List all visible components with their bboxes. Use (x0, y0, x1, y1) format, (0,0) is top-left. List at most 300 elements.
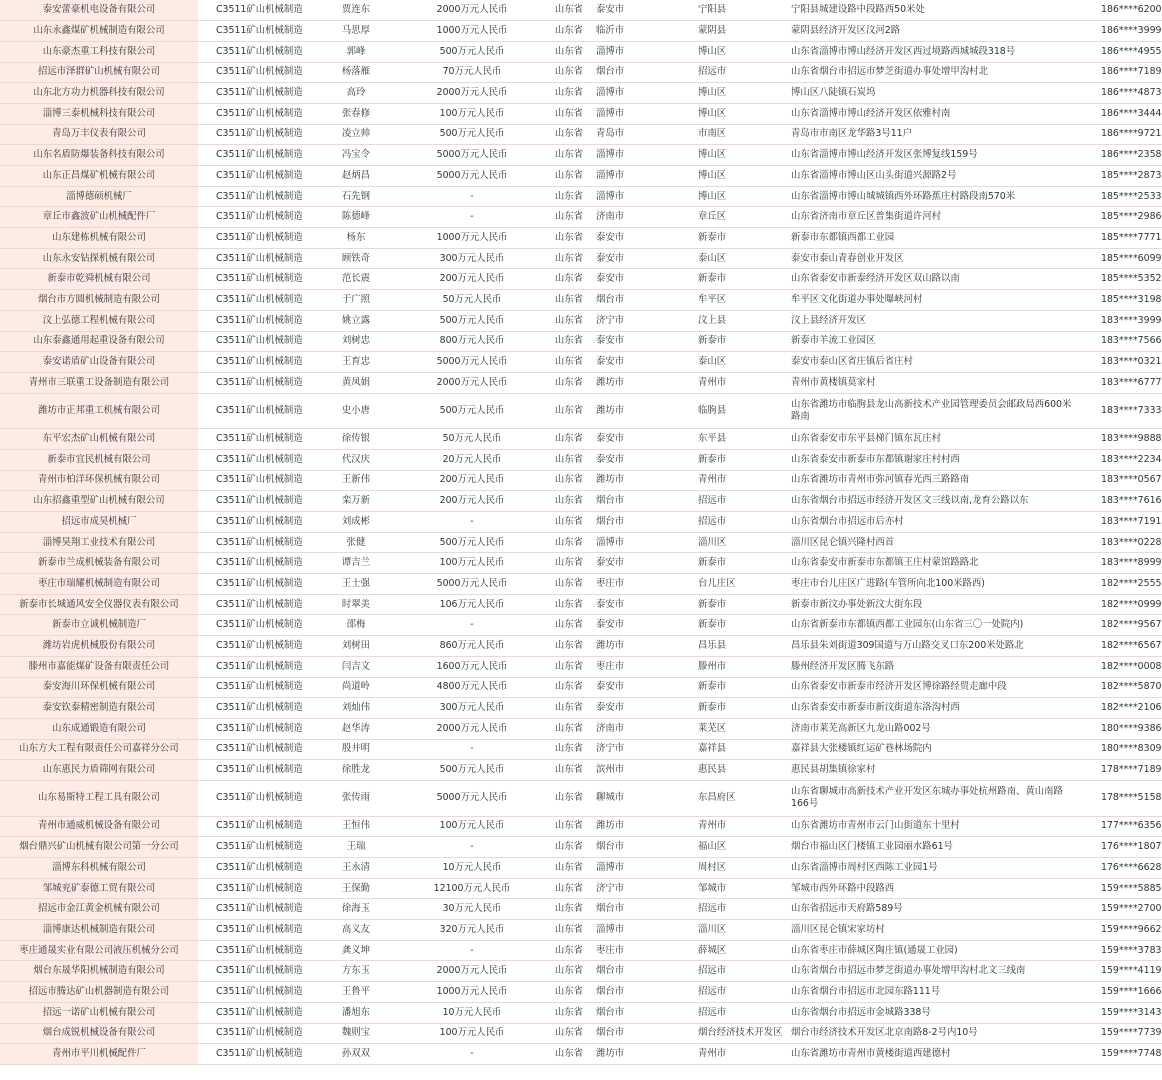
province-cell: 山东省 (548, 698, 590, 719)
phone-cell: 183****8999 (1079, 553, 1162, 574)
legal-representative-cell: 杨东 (316, 228, 396, 249)
city-cell: 烟台市 (590, 899, 690, 920)
province-cell: 山东省 (548, 574, 590, 595)
district-cell: 新泰市 (690, 331, 787, 352)
company-name-cell: 新泰市兰成机械装备有限公司 (0, 553, 198, 574)
district-cell: 周村区 (690, 858, 787, 879)
district-cell: 嘉祥县 (690, 739, 787, 760)
industry-cell: C3511矿山机械制造 (198, 594, 316, 615)
district-cell: 福山区 (690, 837, 787, 858)
legal-representative-cell: 王永清 (316, 858, 396, 879)
address-cell: 枣庄市台儿庄区广进路(车管所向北100米路西) (787, 574, 1079, 595)
district-cell: 台儿庄区 (690, 574, 787, 595)
city-cell: 临沂市 (590, 21, 690, 42)
industry-cell: C3511矿山机械制造 (198, 816, 316, 837)
address-cell: 滕州经济开发区腾飞东路 (787, 656, 1079, 677)
province-cell: 山东省 (548, 636, 590, 657)
company-name-cell: 潍坊岩虎机械股份有限公司 (0, 636, 198, 657)
address-cell: 山东省淄博市周村区西陈工业园1号 (787, 858, 1079, 879)
registered-capital-cell: - (396, 512, 548, 533)
district-cell: 青州市 (690, 1044, 787, 1065)
phone-cell: 176****1807 (1079, 837, 1162, 858)
city-cell: 泰安市 (590, 331, 690, 352)
province-cell: 山东省 (548, 207, 590, 228)
registered-capital-cell: - (396, 940, 548, 961)
company-name-cell: 烟台东晟华阳机械制造有限公司 (0, 961, 198, 982)
legal-representative-cell: 时翠美 (316, 594, 396, 615)
phone-cell: 183****2234 (1079, 449, 1162, 470)
phone-cell: 186****9721 (1079, 124, 1162, 145)
table-row (0, 899, 1162, 920)
table-row (0, 780, 1162, 816)
province-cell: 山东省 (548, 228, 590, 249)
registered-capital-cell: 1000万元人民币 (396, 228, 548, 249)
registered-capital-cell: 5000万元人民币 (396, 352, 548, 373)
province-cell: 山东省 (548, 331, 590, 352)
company-name-cell: 山东泰鑫通用起重设备有限公司 (0, 331, 198, 352)
registered-capital-cell: 50万元人民币 (396, 290, 548, 311)
address-cell: 山东省淄博市博山经济开发区西过境路西城城段318号 (787, 41, 1079, 62)
legal-representative-cell: 王新伟 (316, 470, 396, 491)
province-cell: 山东省 (548, 41, 590, 62)
legal-representative-cell: 顾铁奇 (316, 248, 396, 269)
city-cell: 枣庄市 (590, 574, 690, 595)
table-row (0, 449, 1162, 470)
registered-capital-cell: 200万元人民币 (396, 491, 548, 512)
company-name-cell: 烟台成锐机械设备有限公司 (0, 1023, 198, 1044)
phone-cell: 183****0228 (1079, 532, 1162, 553)
phone-cell: 183****7333 (1079, 393, 1162, 429)
address-cell: 泰安市泰山区省庄镇后省庄村 (787, 352, 1079, 373)
address-cell: 山东省烟台市招远市金城路338号 (787, 1002, 1079, 1023)
table-row (0, 103, 1162, 124)
province-cell: 山东省 (548, 352, 590, 373)
registered-capital-cell: 5000万元人民币 (396, 145, 548, 166)
registered-capital-cell: 70万元人民币 (396, 62, 548, 83)
phone-cell: 186****4955 (1079, 41, 1162, 62)
district-cell: 博山区 (690, 41, 787, 62)
phone-cell: 183****0567 (1079, 470, 1162, 491)
company-name-cell: 招远市泽群矿山机械有限公司 (0, 62, 198, 83)
legal-representative-cell: 贾连东 (316, 0, 396, 21)
province-cell: 山东省 (548, 145, 590, 166)
phone-cell: 176****6628 (1079, 858, 1162, 879)
company-name-cell: 淄博昊翔工业技术有限公司 (0, 532, 198, 553)
city-cell: 济南市 (590, 207, 690, 228)
table-row (0, 372, 1162, 393)
city-cell: 潍坊市 (590, 636, 690, 657)
city-cell: 泰安市 (590, 0, 690, 21)
province-cell: 山东省 (548, 532, 590, 553)
registered-capital-cell: 500万元人民币 (396, 124, 548, 145)
legal-representative-cell: 杨落雁 (316, 62, 396, 83)
registered-capital-cell: 500万元人民币 (396, 532, 548, 553)
legal-representative-cell: 殷井明 (316, 739, 396, 760)
table-row (0, 331, 1162, 352)
address-cell: 山东省新泰市东都镇西都工业园东(山东省三〇一处院内) (787, 615, 1079, 636)
city-cell: 淄博市 (590, 41, 690, 62)
company-name-cell: 新泰市宜民机械有限公司 (0, 449, 198, 470)
phone-cell: 185****2533 (1079, 186, 1162, 207)
industry-cell: C3511矿山机械制造 (198, 982, 316, 1003)
table-row (0, 166, 1162, 187)
city-cell: 潍坊市 (590, 372, 690, 393)
address-cell: 山东省泰安市新泰市经济开发区博徐路经贸走廊中段 (787, 677, 1079, 698)
company-name-cell: 滕州市嘉能煤矿设备有限责任公司 (0, 656, 198, 677)
industry-cell: C3511矿山机械制造 (198, 760, 316, 781)
district-cell: 临朐县 (690, 393, 787, 429)
province-cell: 山东省 (548, 920, 590, 941)
city-cell: 济南市 (590, 718, 690, 739)
phone-cell: 178****5158 (1079, 780, 1162, 816)
company-name-cell: 山东易斯特工程工具有限公司 (0, 780, 198, 816)
registered-capital-cell: 2000万元人民币 (396, 961, 548, 982)
city-cell: 淄博市 (590, 166, 690, 187)
legal-representative-cell: 栾万新 (316, 491, 396, 512)
legal-representative-cell: 赵华涛 (316, 718, 396, 739)
province-cell: 山东省 (548, 940, 590, 961)
registered-capital-cell: 500万元人民币 (396, 310, 548, 331)
province-cell: 山东省 (548, 677, 590, 698)
legal-representative-cell: 邵梅 (316, 615, 396, 636)
industry-cell: C3511矿山机械制造 (198, 145, 316, 166)
industry-cell: C3511矿山机械制造 (198, 449, 316, 470)
district-cell: 招远市 (690, 491, 787, 512)
address-cell: 青岛市市南区龙华路3号11户 (787, 124, 1079, 145)
province-cell: 山东省 (548, 982, 590, 1003)
registered-capital-cell: 106万元人民币 (396, 594, 548, 615)
district-cell: 博山区 (690, 186, 787, 207)
company-name-cell: 青州市柏洋环保机械有限公司 (0, 470, 198, 491)
registered-capital-cell: 100万元人民币 (396, 103, 548, 124)
registered-capital-cell: 200万元人民币 (396, 470, 548, 491)
district-cell: 新泰市 (690, 615, 787, 636)
industry-cell: C3511矿山机械制造 (198, 677, 316, 698)
table-row (0, 760, 1162, 781)
legal-representative-cell: 黄凤娟 (316, 372, 396, 393)
city-cell: 烟台市 (590, 512, 690, 533)
phone-cell: 159****4119 (1079, 961, 1162, 982)
phone-cell: 182****9567 (1079, 615, 1162, 636)
industry-cell: C3511矿山机械制造 (198, 228, 316, 249)
address-cell: 汶上县经济开发区 (787, 310, 1079, 331)
registered-capital-cell: - (396, 615, 548, 636)
registered-capital-cell: 500万元人民币 (396, 41, 548, 62)
city-cell: 泰安市 (590, 352, 690, 373)
table-row (0, 310, 1162, 331)
address-cell: 山东省泰安市新泰经济开发区双山路以南 (787, 269, 1079, 290)
industry-cell: C3511矿山机械制造 (198, 920, 316, 941)
company-name-cell: 山东惠民力盾筛网有限公司 (0, 760, 198, 781)
address-cell: 牟平区文化街道办事处曝峡河村 (787, 290, 1079, 311)
phone-cell: 182****0008 (1079, 656, 1162, 677)
legal-representative-cell: 赵炳昌 (316, 166, 396, 187)
phone-cell: 159****2700 (1079, 899, 1162, 920)
province-cell: 山东省 (548, 449, 590, 470)
industry-cell: C3511矿山机械制造 (198, 331, 316, 352)
district-cell: 淄川区 (690, 532, 787, 553)
district-cell: 泰山区 (690, 352, 787, 373)
table-row (0, 816, 1162, 837)
table-row (0, 0, 1162, 21)
legal-representative-cell: 刘树忠 (316, 331, 396, 352)
legal-representative-cell: 代汉庆 (316, 449, 396, 470)
city-cell: 淄博市 (590, 145, 690, 166)
company-name-cell: 山东永安钻探机械有限公司 (0, 248, 198, 269)
address-cell: 山东省潍坊市青州市黄楼街道西建德村 (787, 1044, 1079, 1065)
phone-cell: 185****3198 (1079, 290, 1162, 311)
industry-cell: C3511矿山机械制造 (198, 780, 316, 816)
district-cell: 青州市 (690, 816, 787, 837)
industry-cell: C3511矿山机械制造 (198, 512, 316, 533)
industry-cell: C3511矿山机械制造 (198, 429, 316, 450)
legal-representative-cell: 于广照 (316, 290, 396, 311)
legal-representative-cell: 张健 (316, 532, 396, 553)
legal-representative-cell: 姚立露 (316, 310, 396, 331)
phone-cell: 159****5885 (1079, 878, 1162, 899)
industry-cell: C3511矿山机械制造 (198, 0, 316, 21)
district-cell: 博山区 (690, 83, 787, 104)
legal-representative-cell: 王恒伟 (316, 816, 396, 837)
table-row (0, 594, 1162, 615)
industry-cell: C3511矿山机械制造 (198, 837, 316, 858)
city-cell: 烟台市 (590, 491, 690, 512)
legal-representative-cell: 徐传银 (316, 429, 396, 450)
legal-representative-cell: 刘灿伟 (316, 698, 396, 719)
district-cell: 招远市 (690, 899, 787, 920)
registered-capital-cell: 300万元人民币 (396, 248, 548, 269)
table-row (0, 656, 1162, 677)
registered-capital-cell: 12100万元人民币 (396, 878, 548, 899)
district-cell: 邹城市 (690, 878, 787, 899)
district-cell: 新泰市 (690, 677, 787, 698)
address-cell: 山东省聊城市高新技术产业开发区东城办事处杭州路南、黄山南路166号 (787, 780, 1079, 816)
registered-capital-cell: 20万元人民币 (396, 449, 548, 470)
district-cell: 博山区 (690, 145, 787, 166)
city-cell: 泰安市 (590, 594, 690, 615)
table-row (0, 837, 1162, 858)
city-cell: 泰安市 (590, 248, 690, 269)
city-cell: 潍坊市 (590, 1044, 690, 1065)
industry-cell: C3511矿山机械制造 (198, 1044, 316, 1065)
province-cell: 山东省 (548, 62, 590, 83)
address-cell: 泰安市泰山青春创业开发区 (787, 248, 1079, 269)
city-cell: 济宁市 (590, 739, 690, 760)
province-cell: 山东省 (548, 429, 590, 450)
address-cell: 山东省潍坊市青州市弥河镇春光西三路路南 (787, 470, 1079, 491)
company-name-cell: 泰安海川环保机械有限公司 (0, 677, 198, 698)
company-name-cell: 汶上弘德工程机械有限公司 (0, 310, 198, 331)
company-name-cell: 章丘市鑫波矿山机械配件厂 (0, 207, 198, 228)
registered-capital-cell: - (396, 739, 548, 760)
address-cell: 山东省淄博市博山城城镇西外环路蕉庄村路段南570米 (787, 186, 1079, 207)
phone-cell: 180****9386 (1079, 718, 1162, 739)
industry-cell: C3511矿山机械制造 (198, 718, 316, 739)
province-cell: 山东省 (548, 816, 590, 837)
table-row (0, 698, 1162, 719)
company-name-cell: 新泰市乾舜机械有限公司 (0, 269, 198, 290)
district-cell: 新泰市 (690, 228, 787, 249)
table-row (0, 1044, 1162, 1065)
registered-capital-cell: 4800万元人民币 (396, 677, 548, 698)
legal-representative-cell: 石先钢 (316, 186, 396, 207)
phone-cell: 180****8309 (1079, 739, 1162, 760)
city-cell: 淄博市 (590, 858, 690, 879)
registered-capital-cell: 2000万元人民币 (396, 372, 548, 393)
industry-cell: C3511矿山机械制造 (198, 636, 316, 657)
address-cell: 嘉祥县大张楼镇红运矿巷林场院内 (787, 739, 1079, 760)
registered-capital-cell: 100万元人民币 (396, 553, 548, 574)
city-cell: 枣庄市 (590, 940, 690, 961)
company-name-cell: 泰安诺盾矿山设备有限公司 (0, 352, 198, 373)
industry-cell: C3511矿山机械制造 (198, 940, 316, 961)
city-cell: 枣庄市 (590, 656, 690, 677)
registered-capital-cell: - (396, 1044, 548, 1065)
district-cell: 招远市 (690, 1002, 787, 1023)
district-cell: 新泰市 (690, 594, 787, 615)
industry-cell: C3511矿山机械制造 (198, 878, 316, 899)
company-name-cell: 泰安钦泰精密制造有限公司 (0, 698, 198, 719)
address-cell: 山东省烟台市招远市北园东路111号 (787, 982, 1079, 1003)
legal-representative-cell: 郭峰 (316, 41, 396, 62)
industry-cell: C3511矿山机械制造 (198, 103, 316, 124)
address-cell: 烟台市福山区门楼镇工业园丽水路61号 (787, 837, 1079, 858)
legal-representative-cell: 潘旭东 (316, 1002, 396, 1023)
address-cell: 山东省枣庄市薛城区陶庄镇(通晟工业园) (787, 940, 1079, 961)
company-name-cell: 山东方大工程有限责任公司嘉祥分公司 (0, 739, 198, 760)
address-cell: 山东省济南市章丘区普集街道许河村 (787, 207, 1079, 228)
registered-capital-cell: - (396, 186, 548, 207)
table-row (0, 982, 1162, 1003)
registered-capital-cell: 800万元人民币 (396, 331, 548, 352)
table-row (0, 124, 1162, 145)
registered-capital-cell: 1600万元人民币 (396, 656, 548, 677)
province-cell: 山东省 (548, 290, 590, 311)
legal-representative-cell: 冯宝令 (316, 145, 396, 166)
phone-cell: 182****6567 (1079, 636, 1162, 657)
city-cell: 济宁市 (590, 310, 690, 331)
table-row (0, 290, 1162, 311)
registered-capital-cell: 1000万元人民币 (396, 982, 548, 1003)
industry-cell: C3511矿山机械制造 (198, 1002, 316, 1023)
city-cell: 济宁市 (590, 878, 690, 899)
company-name-cell: 山东招鑫重型矿山机械有限公司 (0, 491, 198, 512)
phone-cell: 185****6099 (1079, 248, 1162, 269)
table-row (0, 940, 1162, 961)
table-row (0, 41, 1162, 62)
phone-cell: 183****7191 (1079, 512, 1162, 533)
address-cell: 山东省淄博市博山经济开发区张博复线159号 (787, 145, 1079, 166)
industry-cell: C3511矿山机械制造 (198, 83, 316, 104)
company-name-cell: 烟台鼎兴矿山机械有限公司第一分公司 (0, 837, 198, 858)
district-cell: 博山区 (690, 166, 787, 187)
city-cell: 烟台市 (590, 982, 690, 1003)
legal-representative-cell: 闫吉文 (316, 656, 396, 677)
phone-cell: 182****0999 (1079, 594, 1162, 615)
district-cell: 汶上县 (690, 310, 787, 331)
registered-capital-cell: 100万元人民币 (396, 1023, 548, 1044)
company-name-cell: 淄博东科机械有限公司 (0, 858, 198, 879)
table-row (0, 207, 1162, 228)
registered-capital-cell: 30万元人民币 (396, 899, 548, 920)
district-cell: 青州市 (690, 470, 787, 491)
phone-cell: 185****7771 (1079, 228, 1162, 249)
company-name-cell: 淄博德硕机械厂 (0, 186, 198, 207)
company-name-cell: 泰安蕾豪机电设备有限公司 (0, 0, 198, 21)
address-cell: 山东省淄博市博山区山头街道兴源路2号 (787, 166, 1079, 187)
table-row (0, 961, 1162, 982)
city-cell: 淄博市 (590, 920, 690, 941)
district-cell: 莱芜区 (690, 718, 787, 739)
registered-capital-cell: 2000万元人民币 (396, 0, 548, 21)
province-cell: 山东省 (548, 858, 590, 879)
registered-capital-cell: 10万元人民币 (396, 1002, 548, 1023)
province-cell: 山东省 (548, 166, 590, 187)
province-cell: 山东省 (548, 594, 590, 615)
address-cell: 淄川区昆仑镇宋家坊村 (787, 920, 1079, 941)
phone-cell: 186****7189 (1079, 62, 1162, 83)
province-cell: 山东省 (548, 837, 590, 858)
industry-cell: C3511矿山机械制造 (198, 21, 316, 42)
company-name-cell: 招远市金江黄金机械有限公司 (0, 899, 198, 920)
province-cell: 山东省 (548, 1023, 590, 1044)
city-cell: 烟台市 (590, 837, 690, 858)
district-cell: 滕州市 (690, 656, 787, 677)
province-cell: 山东省 (548, 248, 590, 269)
industry-cell: C3511矿山机械制造 (198, 62, 316, 83)
city-cell: 淄博市 (590, 103, 690, 124)
city-cell: 泰安市 (590, 429, 690, 450)
phone-cell: 183****7616 (1079, 491, 1162, 512)
table-row (0, 878, 1162, 899)
table-row (0, 615, 1162, 636)
legal-representative-cell: 史小唐 (316, 393, 396, 429)
address-cell: 山东省烟台市招远市经济开发区文三线以南,龙育公路以东 (787, 491, 1079, 512)
city-cell: 烟台市 (590, 62, 690, 83)
table-row (0, 858, 1162, 879)
legal-representative-cell: 王保勤 (316, 878, 396, 899)
address-cell: 新泰市羊流工业园区 (787, 331, 1079, 352)
registered-capital-cell: 1000万元人民币 (396, 21, 548, 42)
address-cell: 山东省招远市天府路589号 (787, 899, 1079, 920)
table-row (0, 145, 1162, 166)
industry-cell: C3511矿山机械制造 (198, 269, 316, 290)
industry-cell: C3511矿山机械制造 (198, 698, 316, 719)
industry-cell: C3511矿山机械制造 (198, 615, 316, 636)
address-cell: 山东省烟台市招远市后亦村 (787, 512, 1079, 533)
province-cell: 山东省 (548, 878, 590, 899)
phone-cell: 185****5352 (1079, 269, 1162, 290)
company-name-cell: 山东永鑫煤矿机械制造有限公司 (0, 21, 198, 42)
province-cell: 山东省 (548, 615, 590, 636)
province-cell: 山东省 (548, 372, 590, 393)
legal-representative-cell: 徐胜龙 (316, 760, 396, 781)
district-cell: 薛城区 (690, 940, 787, 961)
address-cell: 邹城市西外环路中段路西 (787, 878, 1079, 899)
table-row (0, 1002, 1162, 1023)
phone-cell: 159****3143 (1079, 1002, 1162, 1023)
city-cell: 潍坊市 (590, 816, 690, 837)
address-cell: 山东省泰安市东平县梯门镇东瓦庄村 (787, 429, 1079, 450)
industry-cell: C3511矿山机械制造 (198, 310, 316, 331)
legal-representative-cell: 王士强 (316, 574, 396, 595)
legal-representative-cell: 王鲁平 (316, 982, 396, 1003)
province-cell: 山东省 (548, 491, 590, 512)
industry-cell: C3511矿山机械制造 (198, 961, 316, 982)
company-name-cell: 招远一诺矿山机械有限公司 (0, 1002, 198, 1023)
industry-cell: C3511矿山机械制造 (198, 166, 316, 187)
district-cell: 宁阳县 (690, 0, 787, 21)
